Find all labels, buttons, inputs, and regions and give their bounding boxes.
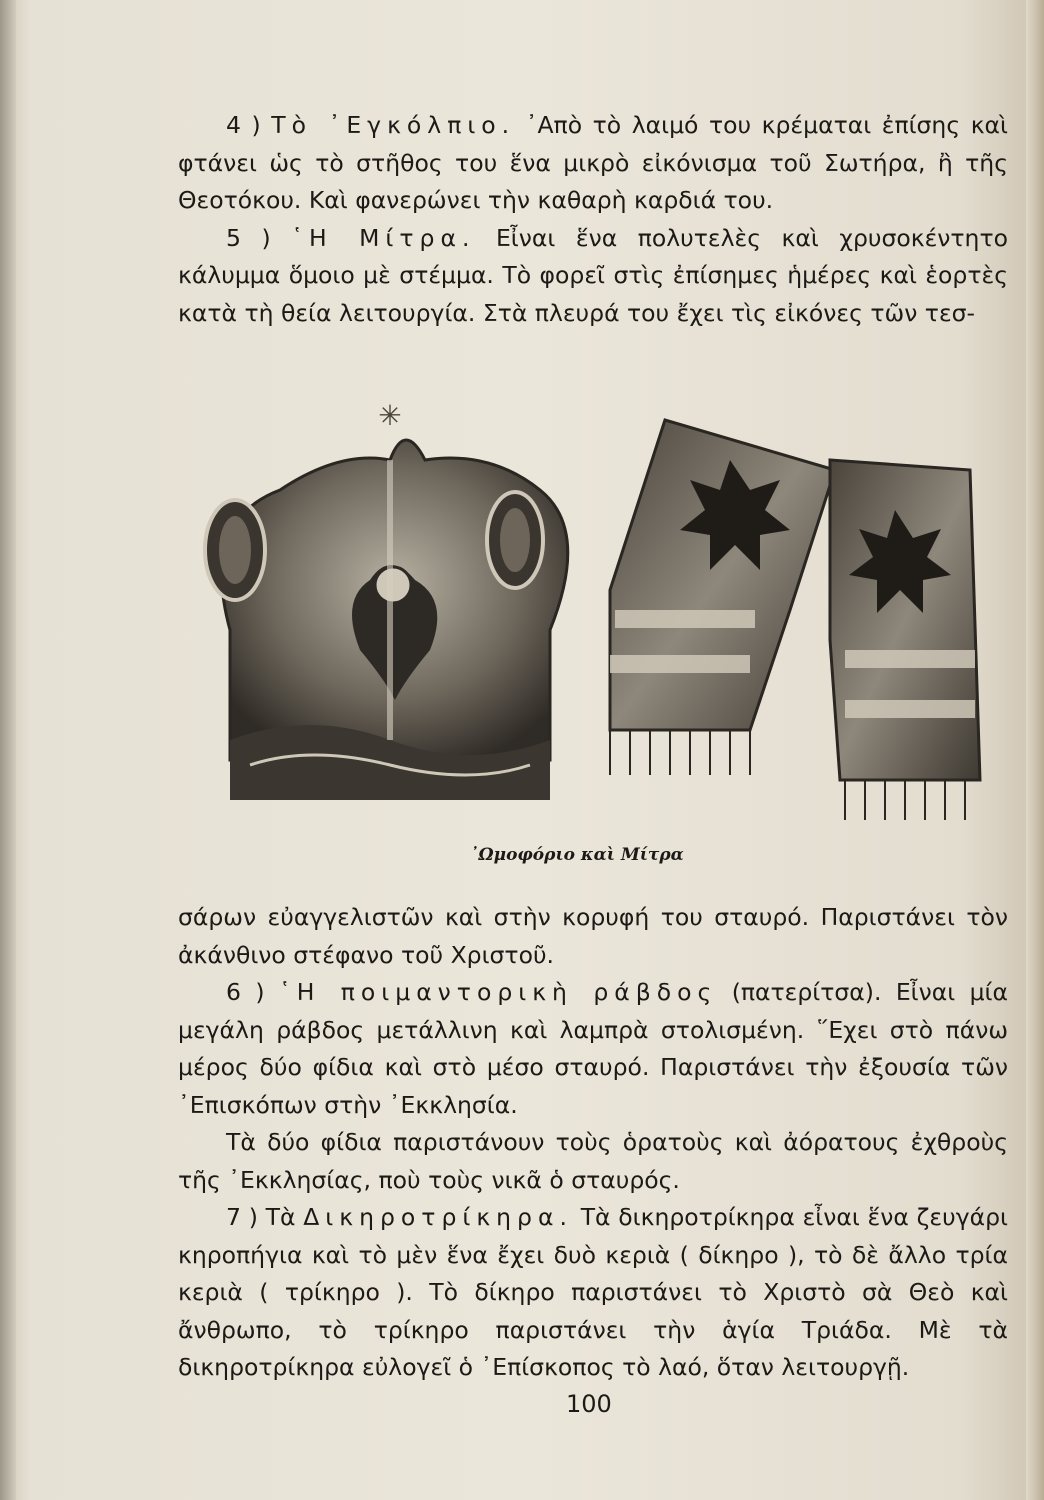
paragraph-title: Τὸ ᾿Εγκόλπιο. bbox=[271, 111, 516, 139]
paragraph-prefix: Τὰ bbox=[265, 1203, 304, 1231]
mitre-image bbox=[205, 399, 568, 800]
paragraph-4 bbox=[178, 107, 1008, 220]
paragraph-number: 7 ) bbox=[226, 1203, 258, 1231]
paragraph-number: 6 ) bbox=[226, 978, 265, 1006]
paragraph-serpents: Τὰ δύο φίδια παριστάνουν τοὺς ὁρατοὺς καὶ ἀόρατους ἐχθροὺς τῆς ᾿Εκκλησίας, ποὺ τοὺς νικᾶ ὁ σταυρός. bbox=[178, 1128, 1008, 1194]
paragraph-title: ῾Η ποιμαντορικὴ ράβδος bbox=[278, 978, 718, 1006]
paragraph-number: 5 ) bbox=[226, 223, 271, 252]
paragraph-5 bbox=[178, 220, 1008, 333]
paragraph-text: (πατερίτσα). Εἶναι μία μεγάλη ράβδος μετάλλινη καὶ λαμπρὰ στολισμένη. ῞Εχει στὸ πάνω μέρος δύο φίδια καὶ στὸ μέσο σταυρό. Παριστάνει τὴν ἐξουσία τῶν ᾿Επισκόπων στὴν ᾿Εκκλησία. bbox=[178, 978, 1008, 1119]
figure-caption: ᾿Ωμοφόριο καὶ Μίτρα bbox=[470, 845, 684, 865]
top-text-block bbox=[178, 107, 1008, 332]
paragraph-number: 4 ) bbox=[226, 111, 261, 139]
svg-text:✳: ✳ bbox=[378, 399, 402, 432]
omophorion-image bbox=[610, 420, 980, 820]
page-edge bbox=[1026, 0, 1044, 1500]
paragraph-continuation: σάρων εὐαγγελιστῶν καὶ στὴν κορυφή του σταυρό. Παριστάνει τὸν ἀκάνθινο στέφανο τοῦ Χριστοῦ. bbox=[178, 903, 1008, 969]
paragraph-7 bbox=[178, 1199, 1008, 1387]
paragraph-title: Δικηροτρίκηρα. bbox=[303, 1203, 573, 1231]
paragraph-title: ῾Η Μίτρα. bbox=[291, 223, 476, 252]
page-number: 100 bbox=[566, 1390, 612, 1418]
paragraph-text: Τὰ δικηροτρίκηρα εἶναι ἕνα ζευγάρι κηροπήγια καὶ τὸ μὲν ἕνα ἔχει δυὸ κεριὰ ( δίκηρο ), τὸ δὲ ἄλλο τρία κεριὰ ( τρίκηρο ). Τὸ δίκηρο παριστάνει τὸ Χριστὸ σὰ Θεὸ καὶ ἄνθρωπο, τὸ τρίκηρο παριστάνει τὴν ἁγία Τριάδα. Μὲ τὰ δικηροτρίκηρα εὐλογεῖ ὁ ᾿Επίσκοπος τὸ λαό, ὅταν λειτουργῇ. bbox=[178, 1203, 1008, 1381]
bottom-text-block bbox=[178, 899, 1008, 1387]
omophorion-and-mitre-photo bbox=[190, 380, 1000, 830]
paragraph-6 bbox=[178, 974, 1008, 1124]
paragraph-text: Εἶναι ἕνα πολυτελὲς καὶ χρυσοκέντητο κάλυμμα ὅμοιο μὲ στέμμα. Τὸ φορεῖ στὶς ἐπίσημες ἡμέρες καὶ ἑορτὲς κατὰ τὴ θεία λειτουργία. Στὰ πλευρά του ἔχει τὶς εἰκόνες τῶν τεσ- bbox=[178, 223, 1008, 327]
paragraph-text: ᾿Απὸ τὸ λαιμό του κρέμαται ἐπίσης καὶ φτάνει ὡς τὸ στῆθος του ἕνα μικρὸ εἰκόνισμα τοῦ Σωτήρα, ἢ τῆς Θεοτόκου. Καὶ φανερώνει τὴν καθαρὴ καρδιά του. bbox=[178, 111, 1008, 214]
spine-shadow bbox=[0, 0, 16, 1500]
